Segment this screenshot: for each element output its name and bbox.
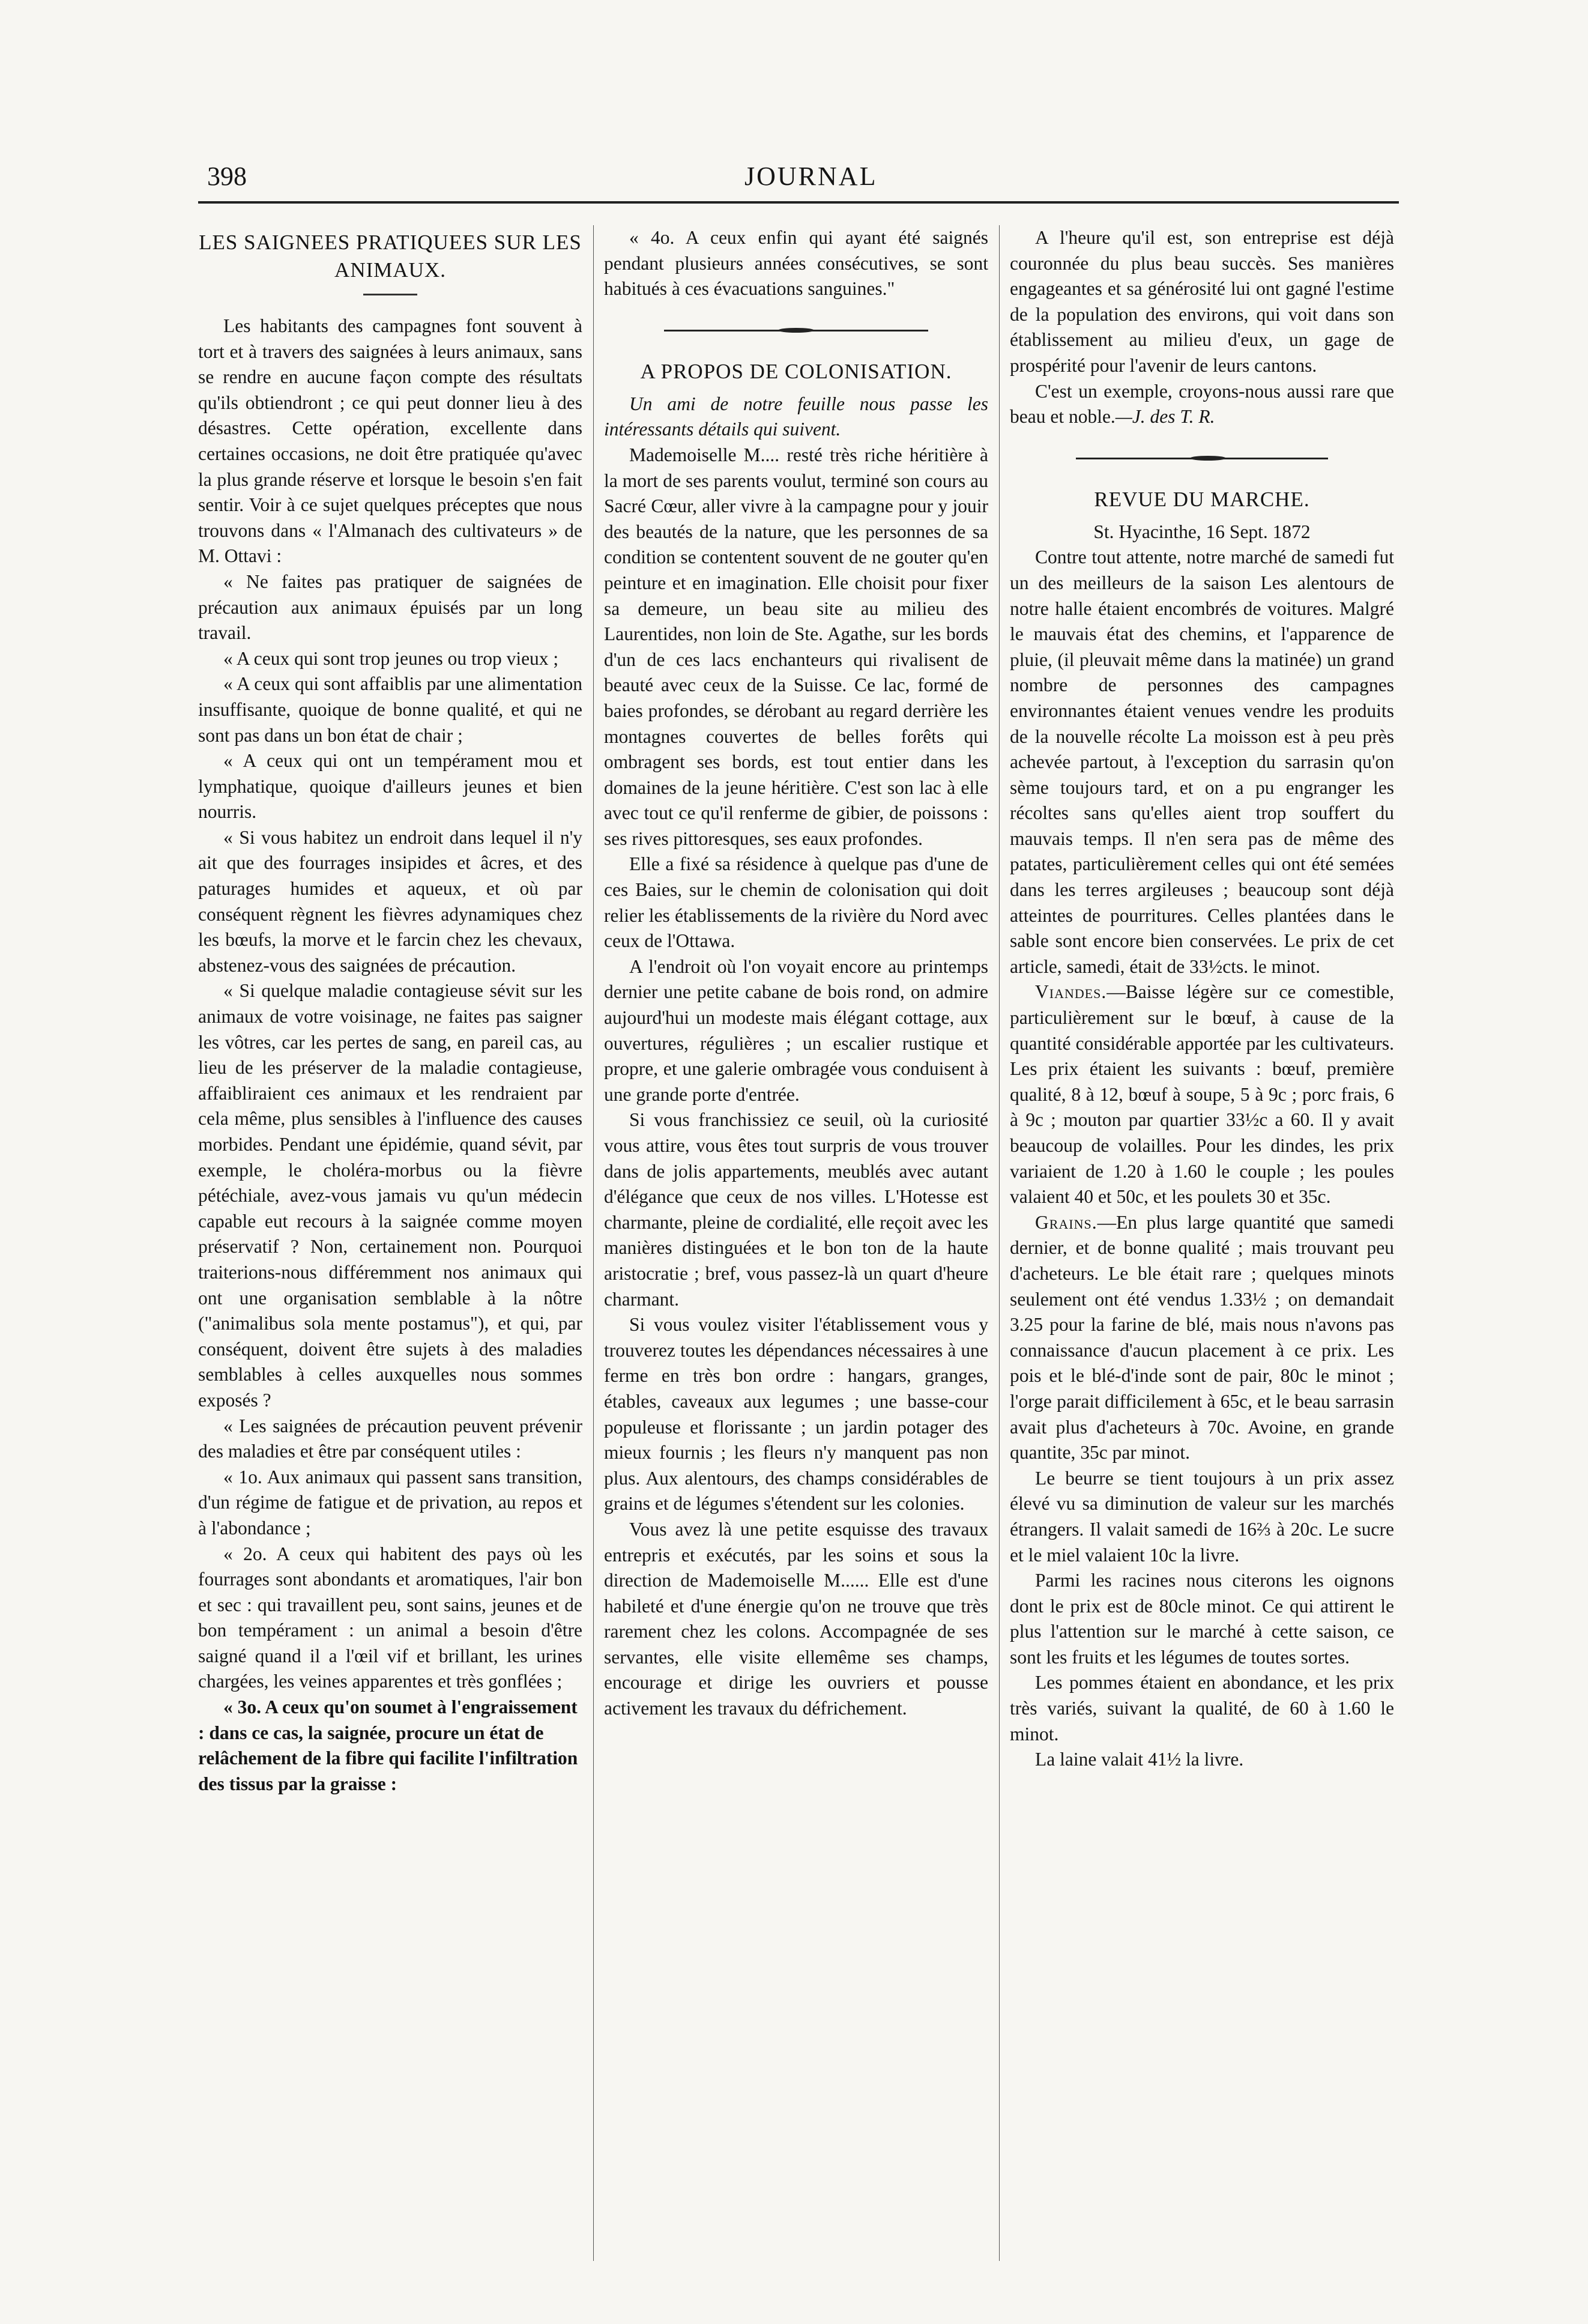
- column-3: [1010, 225, 1394, 1773]
- page-number: 398: [207, 162, 247, 191]
- paragraph-continued: A l'heure qu'il est, son entreprise est déjà couronnée du plus beau succès. Ses manières engageantes et sa générosité lui ont gagné l'estime de la population des environs, qui voit dans son établissement au milieu d'eux, un gage de prospérité pour l'avenir de leurs cantons.: [1010, 227, 1394, 376]
- paragraph-text: —En plus large quantité que samedi dernier, et de bonne qualité ; mais trouvant peu d'acheteurs. Le ble était rare ; quelques minots seulement ont été vendus 1.33½ ; on demandait 3.25 pour la farine de blé, mais nous n'avons pas connaissance d'aucun placement à ce prix. Les pois et le blé-d'inde sont de pair, 80c le minot ; l'orge parait difficilement à 65c, et le beau sarrasin avait plus d'acheteurs à 70c. Avoine, en grande quantite, 35c par minot.: [1010, 1211, 1394, 1463]
- paragraph: La laine valait 41½ la livre.: [1035, 1749, 1244, 1770]
- paragraph: « Si quelque maladie contagieuse sévit sur les animaux de votre voisinage, ne faites pas saigner les vôtres, car les pertes de sang, en pareil cas, au lieu de les préserver de la maladie contagieuse, affaibliraient ces animaux et les rendraient par cela même, plus sensibles à l'influence des causes morbides. Pendant une épidémie, quand sévit, par exemple, le choléra-morbus ou la fièvre pétéchiale, avez-vous jamais vu qu'un médecin capable eut recours à la saignée comme moyen préservatif ? Non, certainement non. Pourquoi traiterions-nous différemment nos animaux qui ont une organisation semblable à la nôtre ("animalibus sola mente postamus"), et qui, par conséquent, doivent être sujets à des maladies semblables à celles auxquelles nous sommes exposés ?: [198, 980, 582, 1411]
- paragraph: « 1o. Aux animaux qui passent sans transition, d'un régime de fatigue et de privation, au repos et à l'abondance ;: [198, 1466, 582, 1539]
- paragraph: « 3o. A ceux qu'on soumet à l'engraissement : dans ce cas, la saignée, procure un état de relâchement de la fibre qui facilite l'infiltration des tissus par la graisse :: [198, 1696, 578, 1794]
- paragraph-text: C'est un exemple, croyons-nous aussi rare que beau et noble.: [1010, 380, 1394, 428]
- paragraph: Si vous voulez visiter l'établissement vous y trouverez toutes les dépendances nécessaires à une ferme en très bon ordre : hangars, granges, étables, caveaux aux legumes ; une basse-cour populeuse et florissante ; un jardin potager des mieux fournis ; les fleurs n'y manquent pas non plus. Aux alentours, des champs considérables de grains et de légumes s'étendent sur les colonies.: [604, 1314, 988, 1515]
- paragraph: Le beurre se tient toujours à un prix assez élevé vu sa diminution de valeur sur les marchés étrangers. Il valait samedi de 16⅔ à 20c. Le sucre et le miel valaient 10c la livre.: [1010, 1467, 1394, 1566]
- signature: —J. des T. R.: [1115, 406, 1215, 428]
- paragraph: « A ceux qui sont trop jeunes ou trop vieux ;: [223, 647, 559, 669]
- paragraph: Un ami de notre feuille nous passe les intéressants détails qui suivent.: [604, 393, 988, 440]
- article-title-saignees: LES SAIGNEES PRATIQUEES SUR LES ANIMAUX.: [199, 231, 582, 282]
- paragraph: « A ceux qui ont un tempérament mou et lymphatique, quoique d'ailleurs jeunes et bien nourris.: [198, 750, 582, 823]
- section-label: Viandes.: [1035, 981, 1107, 1003]
- paragraph: [1010, 379, 1394, 430]
- article-title-colonisation: A PROPOS DE COLONISATION.: [640, 359, 952, 383]
- paragraph-continued: « 4o. A ceux enfin qui ayant été saignés pendant plusieurs années consécutives, se sont habitués à ces évacuations sanguines.": [604, 227, 988, 300]
- title-rule: [363, 294, 417, 295]
- paragraph: Les habitants des campagnes font souvent à tort et à travers des saignées à leurs animaux, sans se rendre en aucune façon compte des résultats qu'ils obtiendront ; ce qui peut donner lieu à des désastres. Cette opération, excellente dans certaines occasions, ne doit être pratiquée qu'avec la plus grande réserve et lorsque le besoin s'en fait sentir. Voir à ce sujet quelques préceptes que nous trouvons dans « l'Almanach des cultivateurs » de M. Ottavi :: [198, 315, 582, 567]
- paragraph: « Ne faites pas pratiquer de saignées de précaution aux animaux épuisés par un long travail.: [198, 570, 582, 644]
- paragraph: Mademoiselle M.... resté très riche héritière à la mort de ses parents voulut, terminé son cours au Sacré Cœur, aller vivre à la campagne pour y jouir des beautés de la nature, que les personnes de sa condition se contentent souvent de ne gouter qu'en peinture et en imagination. Elle choisit pour fixer sa demeure, un beau site au milieu des Laurentides, non loin de Ste. Agathe, sur les bords d'un de ces lacs enchanteurs qui rivalisent de beauté avec ceux de la Suisse. Ce lac, formé de baies profondes, se dérobant au regard derrière les montagnes couvertes de belles forêts qui ombragent ses bords, est tout entier dans les domaines de la jeune héritière. C'est son lac à elle avec tout ce qu'il renferme de gibier, de poissons : ses rives pittoresques, ses eaux profondes.: [604, 444, 988, 849]
- paragraph: « A ceux qui sont affaiblis par une alimentation insuffisante, quoique de bonne qualité, et qui ne sont pas dans un bon état de chair ;: [198, 673, 582, 746]
- header-rule: [198, 201, 1399, 204]
- column-divider-2: [999, 225, 1000, 2261]
- paragraph: Vous avez là une petite esquisse des travaux entrepris et exécutés, par les soins et sous la direction de Mademoiselle M...... Elle est d'une habileté et d'une énergie qu'on ne trouve que très rarement chez les colons. Accompagnée de ses servantes, elle visite ellemême ses champs, encourage et dirige les ouvriers et pousse activement les travaux du défrichement.: [604, 1518, 988, 1719]
- ornamental-rule: [664, 330, 928, 331]
- paragraph: A l'endroit où l'on voyait encore au printemps dernier une petite cabane de bois rond, on admire aujourd'hui un modeste mais élégant cottage, aux ouvertures, régulières ; un escalier rustique et propre, et une galerie ombragée vous conduisent à une grande porte d'entrée.: [604, 955, 988, 1105]
- paragraph-text: —Baisse légère sur ce comestible, particulièrement sur le bœuf, à cause de la quantité considérable apportée par les cultivateurs. Les prix étaient les suivants : bœuf, première qualité, 8 à 12, bœuf à soupe, 5 à 9c ; porc frais, 6 à 9c ; mouton par quartier 33½c a 60. Il y avait beaucoup de volailles. Pour les dindes, les prix variaient de 1.20 à 1.60 le couple ; les poules valaient 40 et 50c, et les poulets 30 et 35c.: [1010, 981, 1394, 1208]
- column-2: [604, 225, 988, 1722]
- paragraph: [1010, 979, 1394, 1209]
- paragraph: Si vous franchissiez ce seuil, où la curiosité vous attire, vous êtes tout surpris de vous trouver dans de jolis appartements, meublés avec autant d'élégance que ceux de nos villes. L'Hotesse est charmante, pleine de cordialité, elle reçoit avec les manières distinguées et le bon ton de la haute aristocratie ; bref, vous passez-là un quart d'heure charmant.: [604, 1109, 988, 1310]
- section-label: Grains.: [1035, 1211, 1097, 1233]
- dateline: St. Hyacinthe, 16 Sept. 1872: [1093, 521, 1311, 542]
- paragraph: « 2o. A ceux qui habitent des pays où les fourrages sont abondants et aromatiques, l'air bon et sec : qui travaillent peu, sont sains, jeunes et de bon tempérament : un animal a besoin d'être saigné quand il a l'œil vif et brillant, les urines chargées, les veines apparentes et très gonflées ;: [198, 1543, 582, 1692]
- paragraph: Contre tout attente, notre marché de samedi fut un des meilleurs de la saison Les alentours de notre halle étaient encombrés de voitures. Malgré le mauvais état des chemins, et l'apparence de pluie, (il pleuvait même dans la matinée) un grand nombre de personnes des campagnes environnantes étaient venues vendre les produits de la nouvelle récolte La moisson est à peu près achevée partout, à l'exception du sarrasin qu'on sème toujours tard, et on a pu engranger les récoltes sans qu'elles aient trop souffert du mauvais temps. Il n'en sera pas de même des patates, particulièrement celles qui ont été semées dans les terres argileuses ; beaucoup sont déjà atteintes de pourritures. Celles plantées dans le sable sont encore bien conservées. Le prix de cet article, samedi, était de 33½cts. le minot.: [1010, 546, 1394, 977]
- running-head: JOURNAL: [744, 162, 878, 191]
- paragraph: « Les saignées de précaution peuvent prévenir des maladies et être par conséquent utiles :: [198, 1415, 582, 1462]
- column-divider-1: [593, 225, 594, 2261]
- paragraph: Elle a fixé sa résidence à quelque pas d'une de ces Baies, sur le chemin de colonisation qui doit relier les établissements de la rivière du Nord avec ceux de l'Ottawa.: [604, 853, 988, 952]
- paragraph: « Si vous habitez un endroit dans lequel il n'y ait que des fourrages insipides et âcres, et des paturages humides et aqueux, et où par conséquent règnent les fièvres adynamiques chez les bœufs, la morve et le farcin chez les chevaux, abstenez-vous des saignées de précaution.: [198, 826, 582, 976]
- column-1: [198, 225, 582, 1797]
- paragraph: Parmi les racines nous citerons les oignons dont le prix est de 80cle minot. Ce qui attirent le plus l'attention sur le marché à cette saison, ce sont les fruits et les légumes de toutes sortes.: [1010, 1570, 1394, 1668]
- article-title-marche: REVUE DU MARCHE.: [1094, 487, 1310, 511]
- paragraph: Les pommes étaient en abondance, et les prix très variés, suivant la qualité, de 60 à 1.60 le minot.: [1010, 1672, 1394, 1745]
- ornamental-rule: [1076, 458, 1328, 459]
- paragraph: [1010, 1210, 1394, 1466]
